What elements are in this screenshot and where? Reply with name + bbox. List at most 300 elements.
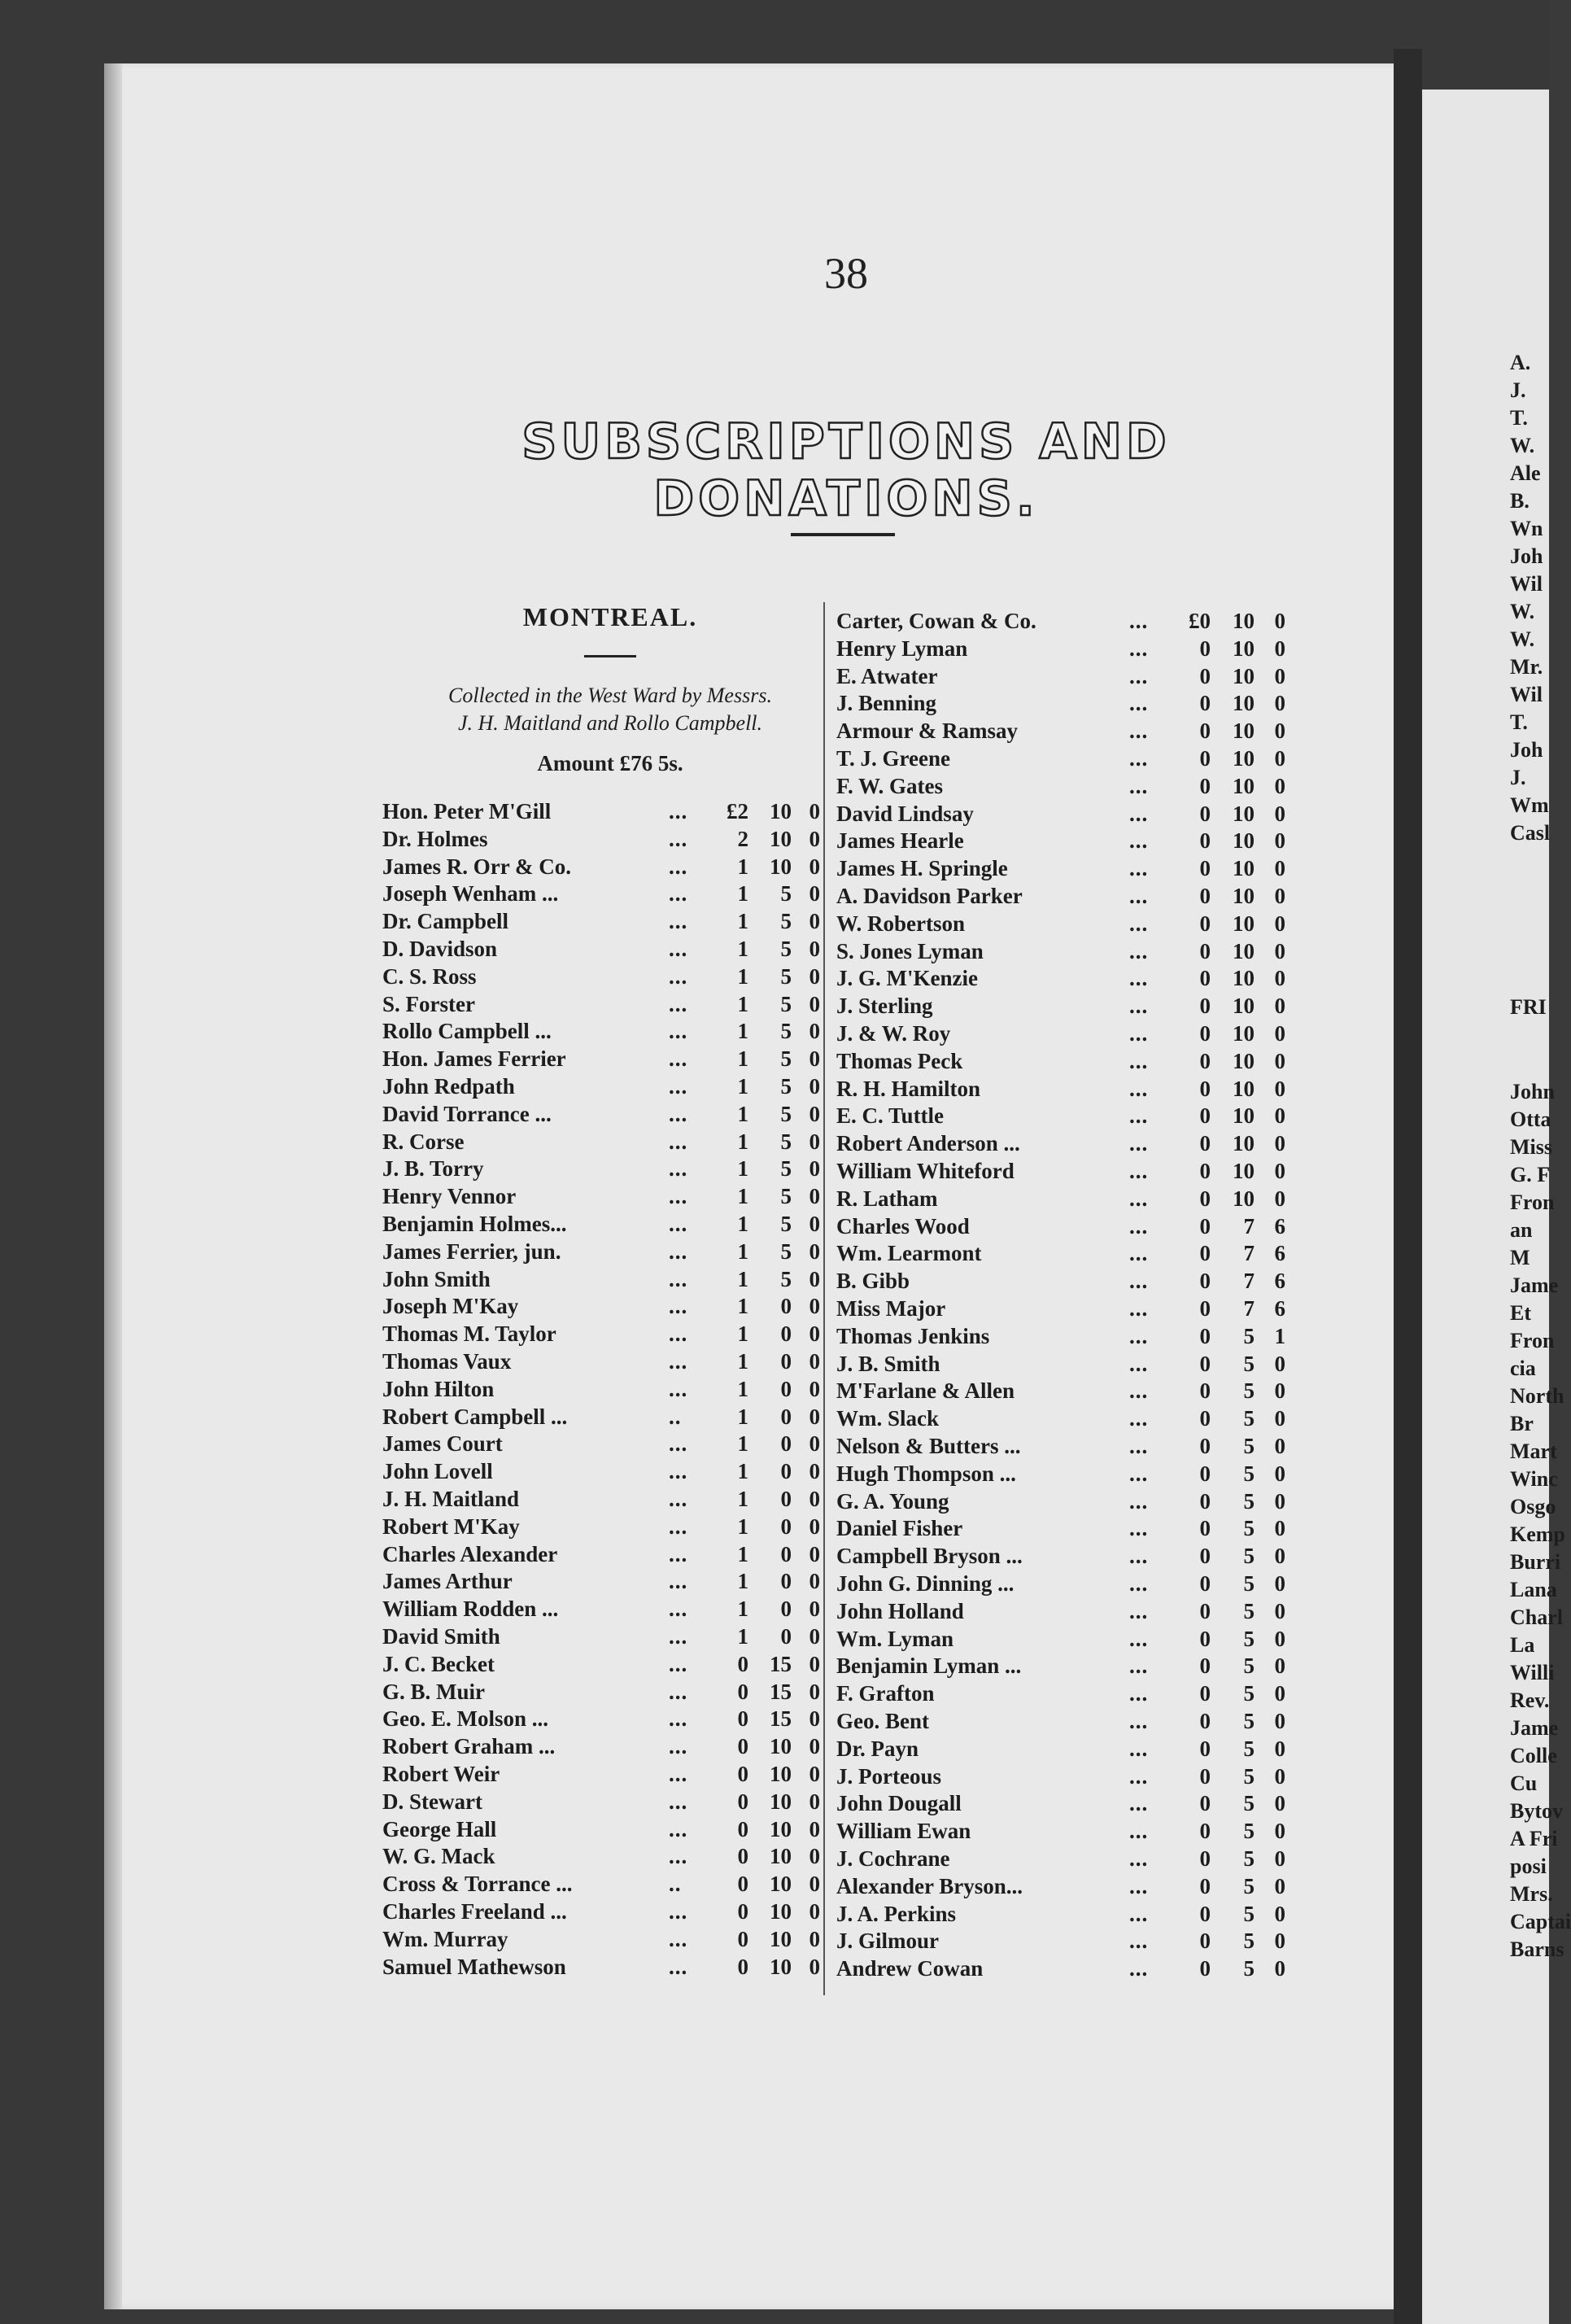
amount-pounds: 0 xyxy=(1199,1571,1211,1596)
amount-shillings: 5 xyxy=(1243,1681,1255,1706)
amount-shillings: 10 xyxy=(770,1844,792,1869)
leader-dots: ... xyxy=(669,1541,688,1566)
amount-pence: 1 xyxy=(1274,1323,1285,1348)
amount-pence: 6 xyxy=(1274,1241,1285,1266)
subscriber-name: John Redpath xyxy=(382,1074,515,1099)
list-item xyxy=(836,1020,1292,1047)
list-item xyxy=(382,1210,822,1238)
amount-pounds: 0 xyxy=(1199,1846,1211,1871)
amount-pounds: 0 xyxy=(737,1679,748,1704)
amount-pence: 6 xyxy=(1274,1213,1285,1238)
amount-pounds: 0 xyxy=(1199,1076,1211,1101)
list-item xyxy=(836,910,1292,937)
text-fragment: A Fri xyxy=(1510,1827,1558,1850)
amount-shillings: 5 xyxy=(780,1266,792,1291)
amount-pence: 0 xyxy=(1274,1103,1285,1129)
column-divider xyxy=(823,602,825,1995)
list-item xyxy=(836,1102,1292,1129)
amount-pounds: 0 xyxy=(1199,1516,1211,1541)
amount-shillings: 10 xyxy=(1233,636,1255,661)
leader-dots: ... xyxy=(1129,746,1149,771)
amount-shillings: 10 xyxy=(1233,609,1255,633)
amount-pounds: 1 xyxy=(737,991,748,1016)
amount-pounds: 1 xyxy=(737,1184,748,1209)
subscriber-name: William Whiteford xyxy=(836,1159,1015,1183)
leader-dots: ... xyxy=(669,1129,688,1154)
list-item xyxy=(836,1487,1292,1515)
amount-pence: 0 xyxy=(1274,773,1285,798)
subscriber-name: Dr. Campbell xyxy=(382,909,509,934)
subscriber-name: A. Davidson Parker xyxy=(836,884,1023,908)
amount-shillings: 10 xyxy=(1233,1048,1255,1073)
list-item xyxy=(382,1788,822,1815)
leader-dots: ... xyxy=(669,1212,688,1236)
amount-pence: 0 xyxy=(1274,938,1285,963)
text-fragment: Wn xyxy=(1510,517,1543,540)
amount-pence: 0 xyxy=(1274,1929,1285,1954)
amount-pence: 0 xyxy=(1274,1516,1285,1541)
amount-pounds: 0 xyxy=(737,1844,748,1869)
leader-dots: ... xyxy=(669,1238,688,1264)
leader-dots: ... xyxy=(1129,1901,1149,1926)
subscriber-name: W. Robertson xyxy=(836,911,966,936)
subscriber-name: David Smith xyxy=(382,1624,500,1649)
subscriber-name: J. A. Perkins xyxy=(836,1901,957,1926)
amount-pounds: 1 xyxy=(737,1212,748,1236)
amount-shillings: 7 xyxy=(1243,1241,1255,1266)
leader-dots: ... xyxy=(1129,1076,1149,1101)
amount-pence: 0 xyxy=(1274,1186,1285,1211)
list-item xyxy=(382,1705,822,1732)
amount-pounds: 0 xyxy=(1199,1598,1211,1623)
amount-shillings: 10 xyxy=(1233,1131,1255,1156)
list-item xyxy=(836,1185,1292,1212)
amount-pence: 0 xyxy=(809,1459,820,1484)
amount-shillings: 10 xyxy=(1233,719,1255,744)
amount-shillings: 10 xyxy=(770,799,792,823)
amount-pounds: 1 xyxy=(737,1376,748,1401)
subscriber-name: William Ewan xyxy=(836,1819,971,1844)
amount-pence: 0 xyxy=(1274,1598,1285,1623)
amount-shillings: 10 xyxy=(1233,1159,1255,1183)
subscriber-name: Wm. Learmont xyxy=(836,1241,982,1266)
amount-pounds: 0 xyxy=(737,1651,748,1676)
leader-dots: ... xyxy=(1129,966,1149,991)
amount-shillings: 5 xyxy=(780,881,792,906)
subscriber-name: B. Gibb xyxy=(836,1269,910,1294)
section-rule xyxy=(584,655,636,657)
text-fragment: Wil xyxy=(1510,683,1543,706)
amount-pounds: 1 xyxy=(737,1074,748,1099)
list-item xyxy=(382,907,822,935)
subscriber-name: Nelson & Butters ... xyxy=(836,1434,1021,1458)
amount-shillings: 10 xyxy=(770,1734,792,1759)
amount-shillings: 5 xyxy=(1243,1709,1255,1733)
amount-pounds: 0 xyxy=(737,1706,748,1732)
amount-shillings: 0 xyxy=(780,1514,792,1539)
subscriber-name: Charles Freeland ... xyxy=(382,1899,567,1924)
text-fragment: J. xyxy=(1510,378,1526,402)
amount-pounds: 0 xyxy=(1199,1378,1211,1404)
amount-shillings: 10 xyxy=(770,1926,792,1951)
leader-dots: ... xyxy=(669,1706,688,1732)
amount-pounds: 0 xyxy=(1199,1901,1211,1926)
leader-dots: ... xyxy=(669,1321,688,1347)
amount-pounds: 0 xyxy=(1199,746,1211,771)
book-gutter xyxy=(1394,49,1422,2324)
amount-pounds: 0 xyxy=(1199,1296,1211,1321)
amount-pence: 0 xyxy=(809,1541,820,1566)
leader-dots: ... xyxy=(1129,691,1149,716)
amount-pounds: 1 xyxy=(737,1238,748,1264)
text-fragment: Mrs. xyxy=(1510,1882,1553,1906)
subscriber-name: Andrew Cowan xyxy=(836,1956,984,1981)
subscriber-name: Wm. Murray xyxy=(382,1926,508,1951)
amount-pence: 0 xyxy=(1274,1791,1285,1816)
amount-pence: 0 xyxy=(809,1074,820,1099)
list-item xyxy=(836,1542,1292,1570)
text-fragment: La xyxy=(1510,1633,1535,1657)
amount-pence: 0 xyxy=(1274,801,1285,826)
amount-shillings: 10 xyxy=(770,1762,792,1786)
text-fragment: Jame xyxy=(1510,1273,1559,1297)
list-item xyxy=(382,935,822,963)
text-fragment: Osgo xyxy=(1510,1495,1556,1518)
leader-dots: ... xyxy=(669,1294,688,1319)
amount-pounds: 0 xyxy=(1199,663,1211,688)
amount-shillings: 0 xyxy=(780,1459,792,1484)
amount-pence: 0 xyxy=(1274,994,1285,1019)
amount-shillings: 10 xyxy=(1233,1076,1255,1101)
text-fragment: J. xyxy=(1510,766,1526,789)
amount-shillings: 5 xyxy=(1243,1626,1255,1651)
text-fragment: FRI xyxy=(1510,995,1547,1019)
amount-pence: 0 xyxy=(1274,1378,1285,1404)
subscriber-name: E. C. Tuttle xyxy=(836,1103,945,1129)
leader-dots: ... xyxy=(669,1899,688,1924)
subscriber-name: John Smith xyxy=(382,1266,491,1291)
subscriber-name: C. S. Ross xyxy=(382,963,477,989)
leader-dots: ... xyxy=(669,1184,688,1209)
subscriber-name: J. B. Smith xyxy=(836,1351,940,1376)
amount-shillings: 10 xyxy=(1233,746,1255,771)
amount-shillings: 5 xyxy=(1243,1378,1255,1404)
leader-dots: ... xyxy=(669,1046,688,1072)
collection-note-line: Collected in the West Ward by Messrs. xyxy=(448,684,772,707)
amount-pounds: 0 xyxy=(1199,1241,1211,1266)
subscriber-name: Robert Graham ... xyxy=(382,1734,556,1759)
amount-pence: 0 xyxy=(1274,663,1285,688)
list-item xyxy=(836,1597,1292,1625)
leader-dots: ... xyxy=(1129,1488,1149,1514)
amount-pounds: 1 xyxy=(737,1019,748,1044)
amount-pounds: £0 xyxy=(1189,609,1211,633)
subscriber-name: R. H. Hamilton xyxy=(836,1076,981,1101)
amount-shillings: 10 xyxy=(1233,884,1255,908)
amount-pence: 0 xyxy=(809,826,820,851)
amount-pence: 0 xyxy=(809,1926,820,1951)
leader-dots: ... xyxy=(669,1816,688,1841)
leader-dots: ... xyxy=(1129,1378,1149,1404)
list-item xyxy=(382,1513,822,1540)
amount-pence: 0 xyxy=(809,881,820,906)
amount-pounds: 1 xyxy=(737,1569,748,1594)
subscriber-name: E. Atwater xyxy=(836,663,938,688)
amount-pounds: 1 xyxy=(737,1514,748,1539)
text-fragment: G. F xyxy=(1510,1163,1551,1186)
amount-pence: 0 xyxy=(1274,1021,1285,1046)
list-item xyxy=(382,1320,822,1348)
amount-pence: 0 xyxy=(1274,1159,1285,1183)
subscriber-name: Carter, Cowan & Co. xyxy=(836,609,1036,633)
subscriber-name: Samuel Mathewson xyxy=(382,1954,566,1979)
list-item xyxy=(382,1265,822,1293)
list-item xyxy=(382,1760,822,1788)
leader-dots: ... xyxy=(1129,1434,1149,1458)
amount-pence: 0 xyxy=(1274,1681,1285,1706)
amount-pounds: 0 xyxy=(737,1954,748,1979)
amount-pence: 0 xyxy=(1274,1461,1285,1486)
amount-shillings: 10 xyxy=(1233,966,1255,991)
amount-pounds: 1 xyxy=(737,1294,748,1319)
text-fragment: Charl xyxy=(1510,1605,1563,1629)
amount-shillings: 10 xyxy=(1233,801,1255,826)
amount-shillings: 0 xyxy=(780,1321,792,1347)
subscriber-list-left xyxy=(382,797,822,1985)
list-item xyxy=(382,1953,822,1981)
list-item xyxy=(836,1460,1292,1487)
amount-pence: 0 xyxy=(809,937,820,961)
text-fragment: North xyxy=(1510,1384,1564,1408)
amount-pence: 0 xyxy=(809,1597,820,1622)
leader-dots: ... xyxy=(669,799,688,823)
amount-pence: 0 xyxy=(809,1734,820,1759)
leader-dots: ... xyxy=(669,937,688,961)
leader-dots: ... xyxy=(669,1926,688,1951)
amount-pence: 0 xyxy=(809,1019,820,1044)
amount-pence: 0 xyxy=(1274,856,1285,881)
amount-pounds: 1 xyxy=(737,909,748,934)
subscriber-name: James Hearle xyxy=(836,828,964,854)
leader-dots: ... xyxy=(669,1624,688,1649)
amount-pounds: 0 xyxy=(1199,1709,1211,1733)
amount-pence: 0 xyxy=(809,1706,820,1732)
text-fragment: cia xyxy=(1510,1356,1536,1380)
subscriber-name: Charles Alexander xyxy=(382,1541,558,1566)
amount-pounds: 0 xyxy=(1199,773,1211,798)
subscriber-name: Benjamin Lyman ... xyxy=(836,1653,1022,1679)
subscriber-name: Hugh Thompson ... xyxy=(836,1461,1016,1486)
amount-pence: 0 xyxy=(1274,1956,1285,1981)
subscriber-name: D. Davidson xyxy=(382,937,498,961)
amount-shillings: 5 xyxy=(1243,1873,1255,1898)
leader-dots: ... xyxy=(1129,1571,1149,1596)
list-item xyxy=(382,990,822,1018)
list-item xyxy=(836,1239,1292,1267)
subscriber-name: George Hall xyxy=(382,1816,497,1841)
amount-pence: 0 xyxy=(809,1266,820,1291)
amount-pence: 0 xyxy=(1274,1131,1285,1156)
text-fragment: Otta xyxy=(1510,1107,1551,1131)
amount-pounds: 1 xyxy=(737,1321,748,1347)
amount-pounds: 0 xyxy=(737,1872,748,1897)
leader-dots: ... xyxy=(1129,828,1149,854)
amount-shillings: 0 xyxy=(780,1597,792,1622)
leader-dots: ... xyxy=(669,1266,688,1291)
list-item xyxy=(836,964,1292,992)
amount-pounds: 0 xyxy=(1199,1461,1211,1486)
leader-dots: ... xyxy=(1129,994,1149,1019)
amount-pence: 0 xyxy=(1274,609,1285,633)
leader-dots: ... xyxy=(1129,1791,1149,1816)
text-fragment: T. xyxy=(1510,710,1528,734)
amount-pounds: 0 xyxy=(1199,856,1211,881)
amount-pounds: 1 xyxy=(737,1541,748,1566)
list-item xyxy=(836,772,1292,800)
text-fragment: Mart xyxy=(1510,1439,1557,1463)
leader-dots: ... xyxy=(1129,1103,1149,1129)
list-item xyxy=(836,1735,1292,1763)
subscriber-list-right xyxy=(836,607,1292,1990)
text-fragment: Ale xyxy=(1510,461,1541,485)
amount-pounds: 1 xyxy=(737,854,748,879)
amount-pence: 0 xyxy=(809,1816,820,1841)
subscriber-name: M'Farlane & Allen xyxy=(836,1378,1015,1404)
collection-note xyxy=(382,682,838,737)
leader-dots: ... xyxy=(1129,719,1149,744)
amount-shillings: 5 xyxy=(780,1212,792,1236)
amount-pounds: 0 xyxy=(1199,1213,1211,1238)
amount-shillings: 5 xyxy=(780,1129,792,1154)
amount-pence: 0 xyxy=(809,1294,820,1319)
list-item xyxy=(836,1763,1292,1790)
list-item xyxy=(836,1625,1292,1653)
leader-dots: ... xyxy=(669,1459,688,1484)
leader-dots: ... xyxy=(669,854,688,879)
amount-shillings: 10 xyxy=(770,1954,792,1979)
list-item xyxy=(836,1927,1292,1955)
list-item xyxy=(382,1072,822,1100)
list-item xyxy=(836,992,1292,1020)
amount-shillings: 10 xyxy=(770,1816,792,1841)
subscriber-name: R. Corse xyxy=(382,1129,465,1154)
leader-dots: ... xyxy=(1129,1213,1149,1238)
list-item xyxy=(836,1295,1292,1322)
subscriber-name: Armour & Ramsay xyxy=(836,719,1018,744)
amount-pounds: 0 xyxy=(1199,719,1211,744)
amount-pence: 0 xyxy=(1274,1544,1285,1569)
amount-pence: 0 xyxy=(809,799,820,823)
amount-pounds: 1 xyxy=(737,1431,748,1457)
amount-pounds: 0 xyxy=(1199,1763,1211,1789)
list-item xyxy=(836,689,1292,717)
list-item xyxy=(382,1238,822,1265)
amount-pence: 0 xyxy=(1274,1819,1285,1844)
amount-pence: 0 xyxy=(1274,1076,1285,1101)
amount-pence: 0 xyxy=(809,1487,820,1511)
amount-shillings: 0 xyxy=(780,1349,792,1374)
amount-pounds: 1 xyxy=(737,1459,748,1484)
amount-pounds: 0 xyxy=(1199,994,1211,1019)
amount-shillings: 5 xyxy=(1243,1434,1255,1458)
subscriber-name: Robert Anderson ... xyxy=(836,1131,1020,1156)
amount-pence: 0 xyxy=(809,1129,820,1154)
amount-shillings: 5 xyxy=(1243,1598,1255,1623)
leader-dots: ... xyxy=(1129,1021,1149,1046)
leader-dots: ... xyxy=(1129,1598,1149,1623)
list-item xyxy=(382,1375,822,1403)
amount-pounds: 1 xyxy=(737,1266,748,1291)
subscriber-name: Alexander Bryson... xyxy=(836,1873,1023,1898)
text-fragment: Fron xyxy=(1510,1329,1555,1352)
list-item xyxy=(382,1017,822,1045)
list-item xyxy=(382,1678,822,1706)
amount-shillings: 10 xyxy=(1233,663,1255,688)
text-fragment: Mr. xyxy=(1510,655,1543,679)
amount-shillings: 5 xyxy=(780,991,792,1016)
collection-note-line: J. H. Maitland and Rollo Campbell. xyxy=(457,711,763,735)
leader-dots: ... xyxy=(1129,1929,1149,1954)
text-fragment: Miss xyxy=(1510,1135,1552,1159)
leader-dots: .. xyxy=(669,1872,682,1897)
leader-dots: ... xyxy=(1129,884,1149,908)
list-item xyxy=(382,1100,822,1128)
amount-shillings: 10 xyxy=(1233,773,1255,798)
amount-shillings: 5 xyxy=(1243,1791,1255,1816)
leader-dots: ... xyxy=(669,1074,688,1099)
amount-pounds: 1 xyxy=(737,1597,748,1622)
text-fragment: an xyxy=(1510,1218,1533,1242)
text-fragment: John xyxy=(1510,1080,1555,1103)
amount-pence: 0 xyxy=(809,909,820,934)
subscriber-name: F. W. Gates xyxy=(836,773,944,798)
amount-pence: 0 xyxy=(1274,1846,1285,1871)
amount-shillings: 5 xyxy=(1243,1323,1255,1348)
amount-shillings: 5 xyxy=(1243,1461,1255,1486)
subscriber-name: D. Stewart xyxy=(382,1789,482,1814)
list-item xyxy=(382,1155,822,1182)
right-page-text-fragments xyxy=(1510,350,1571,2099)
leader-dots: ... xyxy=(669,1954,688,1979)
subscriber-name: Robert Weir xyxy=(382,1762,500,1786)
amount-pence: 0 xyxy=(809,1376,820,1401)
text-fragment: Kemp xyxy=(1510,1522,1565,1546)
list-item xyxy=(382,880,822,907)
amount-shillings: 10 xyxy=(1233,994,1255,1019)
text-fragment: A. xyxy=(1510,351,1531,374)
amount-shillings: 5 xyxy=(1243,1544,1255,1569)
amount-shillings: 10 xyxy=(1233,691,1255,716)
amount-pence: 0 xyxy=(809,1046,820,1072)
amount-pence: 0 xyxy=(1274,1709,1285,1733)
subscriber-name: Robert Campbell ... xyxy=(382,1404,568,1429)
amount-pounds: 1 xyxy=(737,1156,748,1182)
page-edge xyxy=(104,63,122,2309)
amount-shillings: 5 xyxy=(1243,1736,1255,1761)
leader-dots: ... xyxy=(669,1431,688,1457)
amount-shillings: 5 xyxy=(1243,1819,1255,1844)
amount-pounds: 0 xyxy=(1199,966,1211,991)
amount-shillings: 10 xyxy=(1233,828,1255,854)
amount-pounds: 0 xyxy=(737,1899,748,1924)
amount-pence: 0 xyxy=(809,1624,820,1649)
subscriber-name: David Lindsay xyxy=(836,801,974,826)
subscriber-name: James Court xyxy=(382,1431,503,1457)
list-item xyxy=(836,1845,1292,1872)
amount-shillings: 5 xyxy=(1243,1571,1255,1596)
leader-dots: ... xyxy=(669,1019,688,1044)
amount-pounds: 1 xyxy=(737,881,748,906)
